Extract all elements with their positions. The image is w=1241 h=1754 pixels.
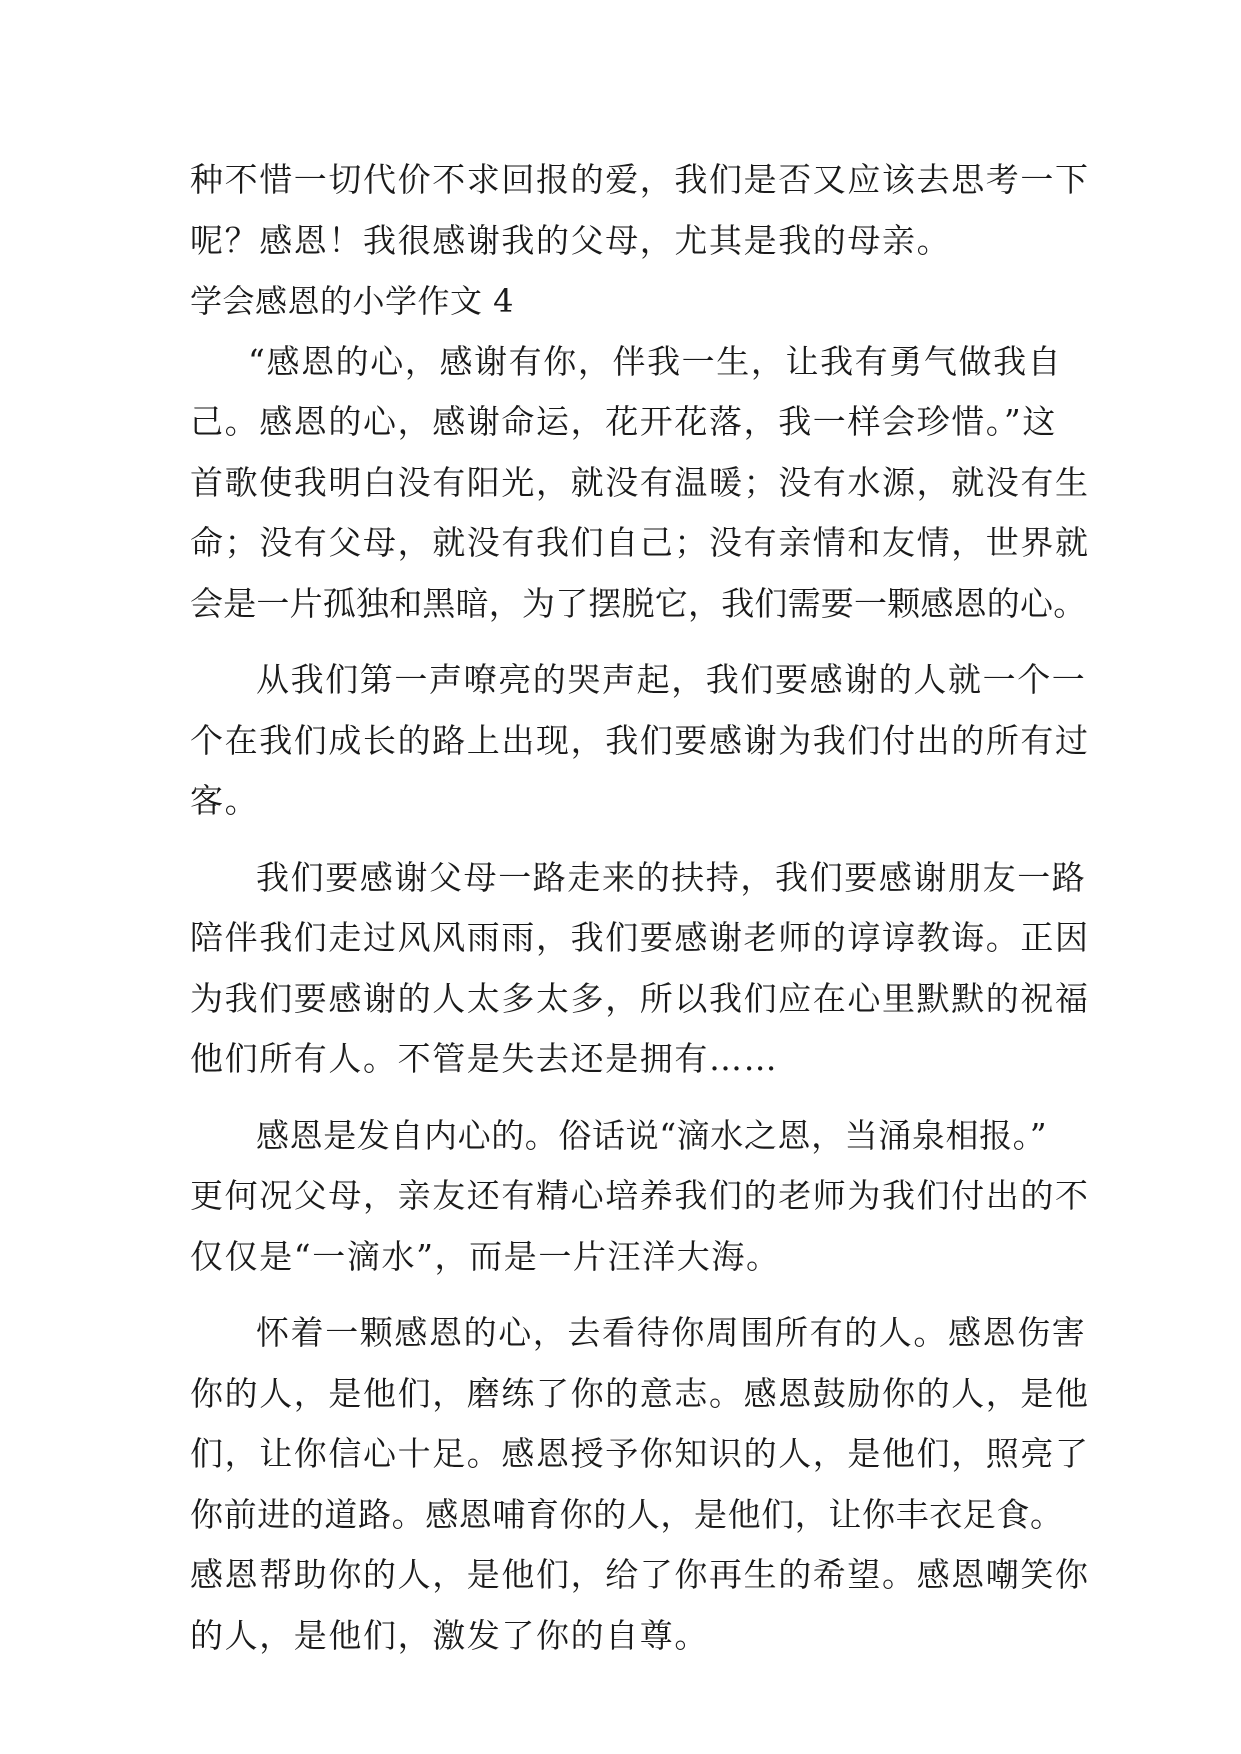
text-line: 为我们要感谢的人太多太多，所以我们应在心里默默的祝福 xyxy=(190,978,1090,1018)
text-line: 更何况父母，亲友还有精心培养我们的老师为我们付出的不 xyxy=(190,1176,1090,1215)
paragraph-gap xyxy=(190,634,1050,650)
text-line: 会是一片孤独和黑暗，为了摆脱它，我们需要一颗感恩的心。 xyxy=(190,583,1087,623)
paragraph-1 xyxy=(190,332,1090,635)
document-page xyxy=(190,150,1090,1666)
text-line: 客。 xyxy=(190,781,260,820)
text-line: 仅仅是“一滴水”，而是一片汪洋大海。 xyxy=(190,1236,781,1276)
text-line: 从我们第一声嘹亮的哭声起，我们要感谢的人就一个一 xyxy=(256,660,1087,699)
text-line: 命；没有父母，就没有我们自己；没有亲情和友情，世界就 xyxy=(190,523,1090,562)
text-line: 个在我们成长的路上出现，我们要感谢为我们付出的所有过 xyxy=(190,720,1090,760)
text-line: 首歌使我明白没有阳光，就没有温暖；没有水源，就没有生 xyxy=(190,462,1090,502)
text-line: 我们要感谢父母一路走来的扶持，我们要感谢朋友一路 xyxy=(256,857,1087,897)
paragraph-2 xyxy=(190,650,1090,832)
text-line: “感恩的心，感谢有你，伴我一生，让我有勇气做我自 xyxy=(248,341,1063,381)
intro-text xyxy=(190,150,1090,271)
text-line: 你的人，是他们，磨练了你的意志。感恩鼓励你的人，是他 xyxy=(190,1373,1090,1413)
text-line: 感恩帮助你的人，是他们，给了你再生的希望。感恩嘲笑你 xyxy=(190,1555,1090,1594)
text-line: 呢？感恩！我很感谢我的父母，尤其是我的母亲。 xyxy=(190,220,952,260)
text-line: 们，让你信心十足。感恩授予你知识的人，是他们，照亮了 xyxy=(190,1434,1090,1473)
paragraph-3 xyxy=(190,848,1090,1090)
section-title: 学会感恩的小学作文 4 xyxy=(190,282,515,320)
paragraph-gap xyxy=(190,1090,1050,1106)
text-line: 你前进的道路。感恩哺育你的人，是他们，让你丰衣足食。 xyxy=(190,1494,1064,1534)
paragraph-gap xyxy=(190,1287,1050,1303)
text-line: 怀着一颗感恩的心，去看待你周围所有的人。感恩伤害 xyxy=(256,1313,1087,1352)
text-line: 的人，是他们，激发了你的自尊。 xyxy=(190,1615,709,1655)
text-line: 他们所有人。不管是失去还是拥有…… xyxy=(190,1039,779,1078)
paragraph-gap xyxy=(190,832,1050,848)
text-line: 种不惜一切代价不求回报的爱，我们是否又应该去思考一下 xyxy=(190,160,1090,199)
text-line: 陪伴我们走过风风雨雨，我们要感谢老师的谆谆教诲。正因 xyxy=(190,918,1090,957)
text-line: 感恩是发自内心的。俗话说“滴水之恩，当涌泉相报。” xyxy=(256,1115,1048,1155)
text-line: 己。感恩的心，感谢命运，花开花落，我一样会珍惜。”这 xyxy=(190,402,1057,441)
paragraph-5 xyxy=(190,1303,1090,1666)
paragraph-4 xyxy=(190,1106,1090,1288)
